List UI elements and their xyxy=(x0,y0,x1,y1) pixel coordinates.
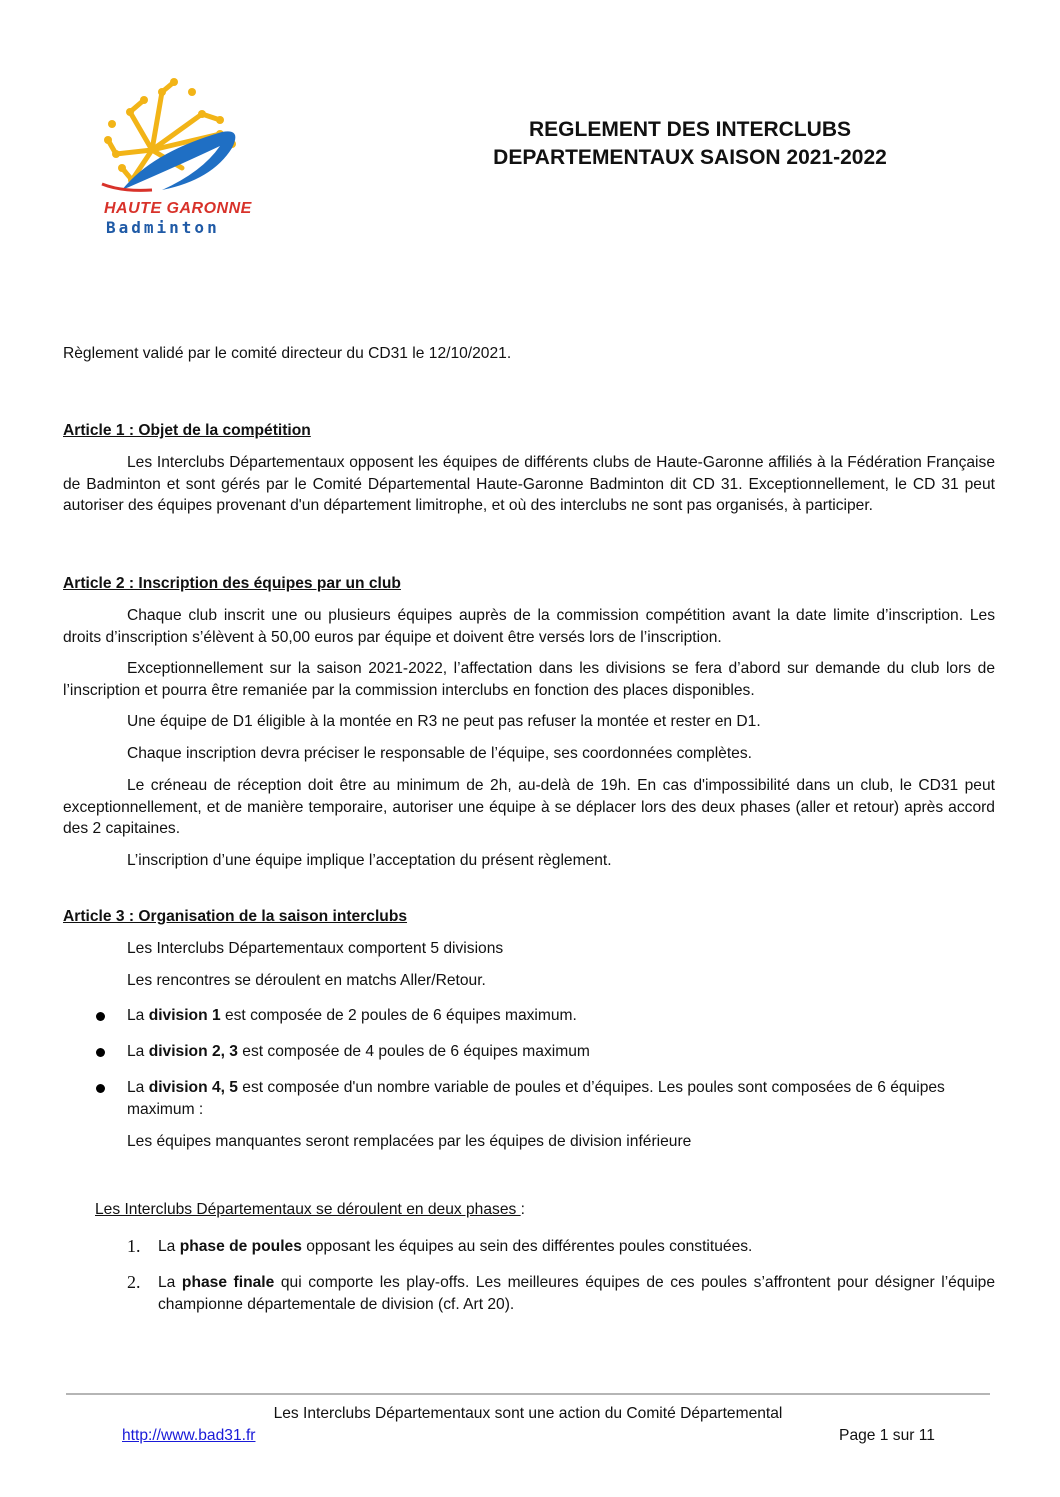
haute-garonne-badminton-logo xyxy=(92,72,262,242)
footer-website-link[interactable]: http://www.bad31.fr xyxy=(122,1427,256,1444)
intro-text: Règlement validé par le comité directeur du CD31 le 12/10/2021. xyxy=(63,345,512,362)
article3-heading: Article 3 : Organisation de la saison interclubs xyxy=(63,908,408,925)
title-line2: DEPARTEMENTAUX SAISON 2021-2022 xyxy=(493,146,887,169)
article2-paragraph-2: Exceptionnellement sur la saison 2021-2022, l’affectation dans les divisions se fera d’abord sur demande du club lors de l’inscription et pourra être remaniée par la commission interclubs en fonction des places disponibles. xyxy=(63,660,995,699)
article2-paragraph-6: L’inscription d’une équipe implique l’acceptation du présent règlement. xyxy=(127,852,612,869)
footer-text: Les Interclubs Départementaux sont une action du Comité Départemental xyxy=(273,1405,783,1422)
bullet-icon xyxy=(96,1012,105,1021)
article2-paragraph-1: Chaque club inscrit une ou plusieurs équipes auprès de la commission compétition avant la date limite d’inscription. Les droits d’inscription s’élèvent à 50,00 euros par équipe et doivent être versés lors de l’inscription. xyxy=(63,607,995,646)
article1-paragraph: Les Interclubs Départementaux opposent les équipes de différents clubs de Haute-Garonne affiliés à la Fédération Française de Badminton et sont gérés par le Comité Départemental Haute-Garonne Badminton dit CD 31. Exceptionnellement, le CD 31 peut autoriser des équipes provenant d'un département limitrophe, et où des interclubs ne sont pas organisés, à participer. xyxy=(63,454,995,514)
bullet-icon xyxy=(96,1084,105,1093)
bullet-item-division1: La division 1 est composée de 2 poules de 6 équipes maximum. xyxy=(127,1007,577,1024)
title-line1: REGLEMENT DES INTERCLUBS xyxy=(528,118,851,141)
page-title xyxy=(380,116,1000,172)
article3-paragraph-2: Les rencontres se déroulent en matchs Aller/Retour. xyxy=(127,972,486,989)
page-number: Page 1 sur 11 xyxy=(839,1427,935,1444)
article2-paragraph-4: Chaque inscription devra préciser le responsable de l’équipe, ses coordonnées complètes. xyxy=(127,745,752,762)
bullet-item-division4-5: La division 4, 5 est composée d'un nombre variable de poules et d’équipes. Les poules sont composées de 6 équipes maximum : xyxy=(127,1079,945,1118)
article2-paragraph-3: Une équipe de D1 éligible à la montée en R3 ne peut pas refuser la montée et rester en D1. xyxy=(127,713,761,730)
logo-line1: HAUTE GARONNE xyxy=(104,200,252,217)
article2-paragraph-5: Le créneau de réception doit être au minimum de 2h, au-delà de 19h. En cas d'impossibilité dans un club, le CD31 peut exceptionnellement, et de manière temporaire, autoriser une équipe à se déplacer lors des deux phases (aller et retour) après accord des 2 capitaines. xyxy=(63,777,995,837)
bullet-item-division2-3: La division 2, 3 est composée de 4 poules de 6 équipes maximum xyxy=(127,1043,590,1060)
article1-heading: Article 1 : Objet de la compétition xyxy=(63,422,311,439)
logo-line2: Badminton xyxy=(106,218,220,237)
phases-intro: Les Interclubs Départementaux se déroulent en deux phases : xyxy=(95,1201,525,1218)
article3-paragraph-1: Les Interclubs Départementaux comportent 5 divisions xyxy=(127,940,504,957)
article2-heading: Article 2 : Inscription des équipes par un club xyxy=(63,575,401,592)
footer-divider xyxy=(66,1393,990,1395)
bullet-icon xyxy=(96,1048,105,1057)
numbered-item-phase-finale: La phase finale qui comporte les play-offs. Les meilleures équipes de ces poules s’affrontent pour désigner l’équipe championne départementale de division (cf. Art 20). xyxy=(158,1274,995,1313)
list-number: 1. xyxy=(127,1236,141,1256)
numbered-item-phase-poules: La phase de poules opposant les équipes au sein des différentes poules constituées. xyxy=(158,1238,753,1255)
article3-paragraph-3: Les équipes manquantes seront remplacées par les équipes de division inférieure xyxy=(127,1133,692,1150)
list-number: 2. xyxy=(127,1272,141,1292)
